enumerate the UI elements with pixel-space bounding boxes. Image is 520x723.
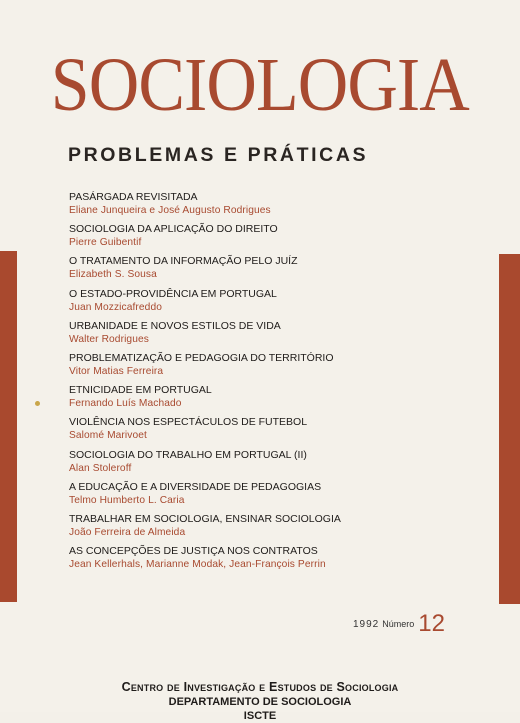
article-author: Walter Rodrigues — [69, 333, 149, 345]
article-title: O TRATAMENTO DA INFORMAÇÃO PELO JUÍZ — [69, 255, 298, 268]
toc-entry — [69, 416, 489, 448]
toc-entry — [69, 513, 489, 545]
left-accent-bar — [0, 251, 17, 602]
issue-info — [353, 606, 445, 637]
toc-entry — [69, 449, 489, 481]
toc-entry — [69, 481, 489, 513]
article-author: Eliane Junqueira e José Augusto Rodrigues — [69, 205, 271, 216]
decorative-dot — [35, 401, 40, 406]
issue-number-label: Número — [382, 619, 415, 629]
article-title: AS CONCEPÇÕES DE JUSTIÇA NOS CONTRATOS — [69, 545, 318, 558]
article-author: Alan Stoleroff — [69, 462, 132, 474]
journal-subtitle: PROBLEMAS E PRÁTICAS — [68, 144, 369, 166]
article-title: O ESTADO-PROVIDÊNCIA EM PORTUGAL — [69, 287, 277, 300]
toc-entry — [69, 352, 489, 384]
article-title: VIOLÊNCIA NOS ESPECTÁCULOS DE FUTEBOL — [69, 416, 308, 429]
journal-title: SOCIOLOGIA — [50, 43, 469, 127]
toc-entry — [69, 320, 489, 352]
article-title: ETNICIDADE EM PORTUGAL — [69, 384, 212, 397]
article-title: SOCIOLOGIA DO TRABALHO EM PORTUGAL (II) — [69, 448, 307, 461]
article-title: PROBLEMATIZAÇÃO E PEDAGOGIA DO TERRITÓRIO — [69, 351, 334, 364]
right-accent-bar — [499, 254, 520, 604]
issue-year: 1992 — [353, 619, 380, 630]
article-author: Vitor Matias Ferreira — [69, 365, 164, 377]
article-author: Telmo Humberto L. Caria — [69, 494, 185, 506]
article-author: Fernando Luís Machado — [69, 398, 182, 410]
toc-entry — [69, 545, 489, 577]
publisher-institution: ISCTE — [243, 710, 277, 722]
toc-entry — [69, 384, 489, 416]
article-title: URBANIDADE E NOVOS ESTILOS DE VIDA — [69, 319, 281, 332]
article-author: Jean Kellerhals, Marianne Modak, Jean-François Perrin — [69, 559, 326, 571]
table-of-contents — [69, 191, 489, 577]
article-title: A EDUCAÇÃO E A DIVERSIDADE DE PEDAGOGIAS — [69, 480, 322, 493]
publisher-name: Centro de Investigação e Estudos de Sociologia — [121, 680, 399, 694]
article-author: Salomé Marivoet — [69, 430, 147, 442]
toc-entry — [69, 288, 489, 320]
toc-entry — [69, 191, 489, 223]
article-title: PASÁRGADA REVISITADA — [69, 191, 198, 203]
publisher-block — [0, 680, 520, 722]
issue-number: 12 — [418, 610, 445, 637]
publisher-department: DEPARTAMENTO DE SOCIOLOGIA — [168, 696, 352, 708]
toc-entry — [69, 223, 489, 255]
article-title: TRABALHAR EM SOCIOLOGIA, ENSINAR SOCIOLOGIA — [69, 512, 341, 525]
article-author: João Ferreira de Almeida — [69, 526, 186, 538]
article-author: Pierre Guibentif — [69, 237, 142, 249]
article-author: Juan Mozzicafreddo — [69, 301, 162, 313]
article-author: Elizabeth S. Sousa — [69, 269, 157, 281]
article-title: SOCIOLOGIA DA APLICAÇÃO DO DIREITO — [69, 223, 278, 236]
toc-entry — [69, 255, 489, 287]
